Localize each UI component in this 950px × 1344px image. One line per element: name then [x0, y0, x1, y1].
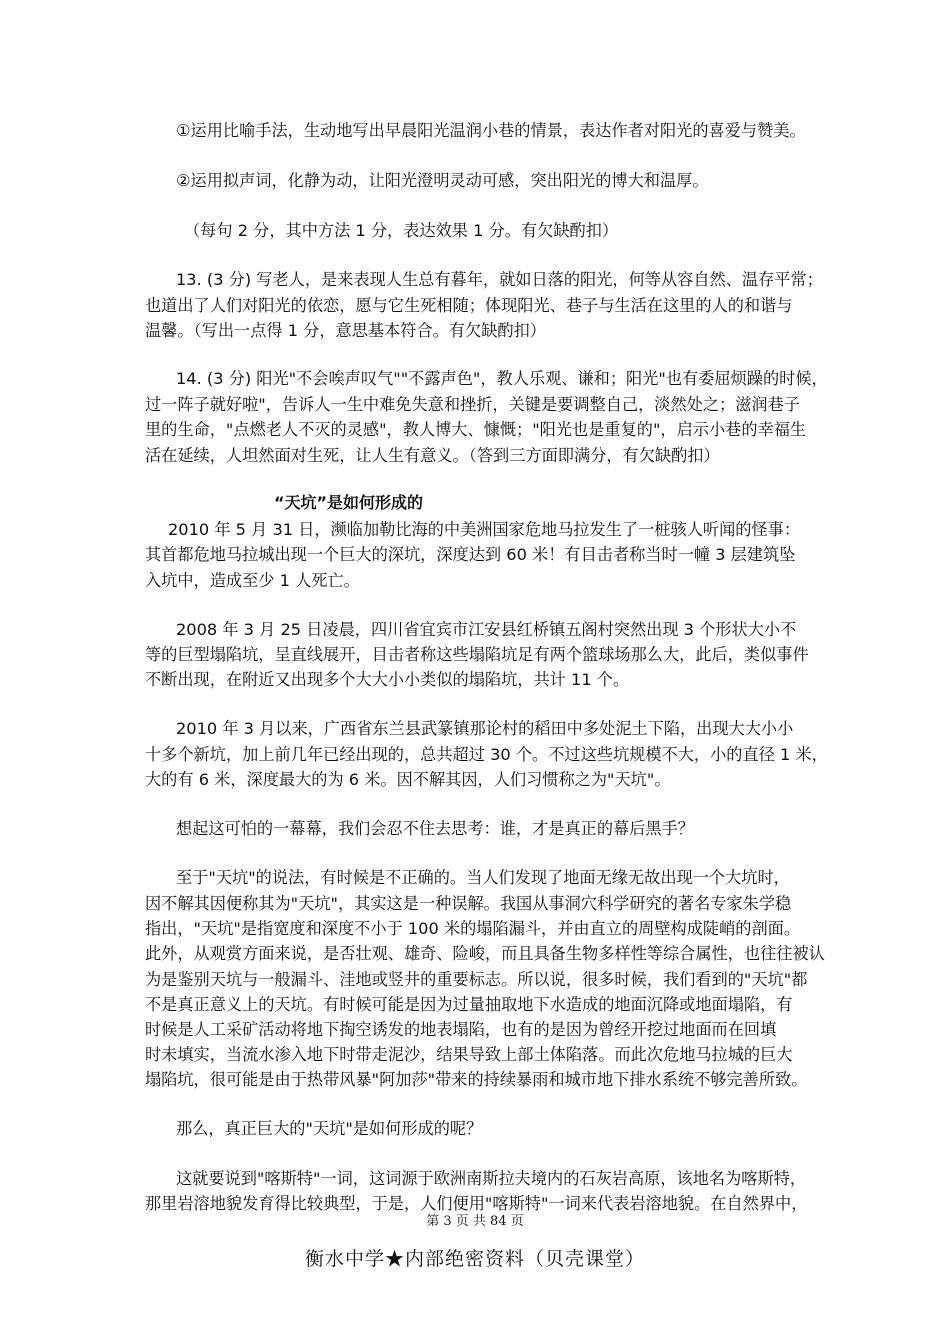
article-title: “天坑”是如何形成的	[274, 493, 424, 512]
article-paragraph-line: 时候是人工采矿活动将地下掏空诱发的地表塌陷，也有的是因为曾经开挖过地面而在回填	[145, 1020, 777, 1039]
answer-13-line: 13. (3 分) 写老人，是来表现人生总有暮年，就如日落的阳光，何等从容自然、温存平常；	[176, 270, 823, 289]
article-paragraph-line: 为是鉴别天坑与一般漏斗、洼地或竖井的重要标志。所以说，很多时候，我们看到的"天坑"都	[145, 970, 808, 989]
article-paragraph-line: 大的有 6 米，深度最大的为 6 米。因不解其因，人们习惯称之为"天坑"。	[145, 770, 671, 789]
footer-watermark-text: 衡水中学★内部绝密资料（贝壳课堂）	[304, 1248, 645, 1270]
article-paragraph-line: 十多个新坑，加上前几年已经出现的，总共超过 30 个。不过这些坑规模不大，小的直径 1 米，	[145, 745, 828, 764]
answer-13-line: 也道出了人们对阳光的依恋，愿与它生死相随；体现阳光、巷子与生活在这里的人的和谐与	[145, 296, 793, 315]
article-paragraph-line: 指出，"天坑"是指宽度和深度不小于 100 米的塌陷漏斗，并由直立的周壁构成陡峭的剖面。	[145, 919, 801, 938]
answer-item-1: ①运用比喻手法，生动地写出早晨阳光温润小巷的情景，表达作者对阳光的喜爱与赞美。	[176, 121, 806, 140]
article-paragraph-line: 时未填实，当流水渗入地下时带走泥沙，结果导致上部土体陷落。而此次危地马拉城的巨大	[145, 1045, 793, 1064]
article-paragraph-line: 不是真正意义上的天坑。有时候可能是因为过量抽取地下水造成的地面沉降或地面塌陷，有	[145, 995, 793, 1014]
article-paragraph-line: 这就要说到"喀斯特"一词，这词源于欧洲南斯拉夫境内的石灰岩高原，该地名为喀斯特，	[176, 1169, 807, 1188]
page-number: 第 3 页 共 84 页	[426, 1214, 524, 1229]
article-paragraph-line: 想起这可怕的一幕幕，我们会忍不住去思考：谁，才是真正的幕后黑手？	[176, 819, 694, 838]
article-paragraph-line: 塌陷坑，很可能是由于热带风暴"阿加莎"带来的持续暴雨和城市地下排水系统不够完善所致。	[145, 1070, 808, 1089]
answer-14-line: 里的生命，"点燃老人不灭的灵感"，教人博大、慷慨；"阳光也是重复的"，启示小巷的幸福生	[145, 420, 807, 439]
article-paragraph-line: 入坑中，造成至少 1 人死亡。	[145, 571, 360, 590]
article-paragraph-line: 那里岩溶地貌发育得比较典型，于是，人们便用"喀斯特"一词来代表岩溶地貌。在自然界中，	[145, 1194, 808, 1213]
answer-14-line: 活在延续，人坦然面对生死，让人生有意义。（答到三方面即满分，有欠缺酌扣）	[145, 446, 720, 465]
article-paragraph-line: 2008 年 3 月 25 日凌晨，四川省宜宾市江安县红桥镇五阁村突然出现 3 个形状大小不	[176, 620, 797, 639]
answer-item-2: ②运用拟声词，化静为动，让阳光澄明灵动可感，突出阳光的博大和温厚。	[176, 171, 709, 190]
article-paragraph-line: 至于"天坑"的说法，有时候是不正确的。当人们发现了地面无缘无故出现一个大坑时，	[176, 868, 790, 887]
answer-14-line: 过一阵子就好啦"，告诉人一生中难免失意和挫折，关键是要调整自己，淡然处之；滋润巷子	[145, 395, 800, 414]
answer-13-line: 温馨。（写出一点得 1 分，意思基本符合。有欠缺酌扣）	[145, 321, 546, 340]
article-paragraph-line: 不断出现，在附近又出现多个大大小小类似的塌陷坑，共计 11 个。	[145, 670, 630, 689]
answer-scoring-note: （每句 2 分，其中方法 1 分，表达效果 1 分。有欠缺酌扣）	[184, 221, 619, 240]
article-paragraph-line: 其首都危地马拉城出现一个巨大的深坑，深度达到 60 米！有目击者称当时一幢 3 层建筑坠	[145, 545, 796, 564]
article-paragraph-line: 2010 年 3 月以来，广西省东兰县武篆镇那论村的稻田中多处泥土下陷，出现大大小小	[176, 719, 794, 738]
article-paragraph-line: 此外，从观赏方面来说，是否壮观、雄奇、险峻，而且具备生物多样性等综合属性，也往往被认	[145, 944, 825, 963]
article-paragraph-line: 那么，真正巨大的"天坑"是如何形成的呢？	[176, 1119, 483, 1138]
article-paragraph-line: 因不解其因便称其为"天坑"，其实这是一种误解。我国从事洞穴科学研究的著名专家朱学稳	[145, 894, 792, 913]
article-paragraph-line: 2010 年 5 月 31 日，濒临加勒比海的中美洲国家危地马拉发生了一桩骇人听闻的怪事：	[168, 520, 801, 539]
answer-14-line: 14. (3 分) 阳光"不会唉声叹气""不露声色"，教人乐观、谦和；阳光"也有委屈烦躁的时候，	[176, 369, 828, 388]
article-paragraph-line: 等的巨型塌陷坑，呈直线展开，目击者称这些塌陷坑足有两个篮球场那么大，此后，类似事件	[145, 645, 809, 664]
